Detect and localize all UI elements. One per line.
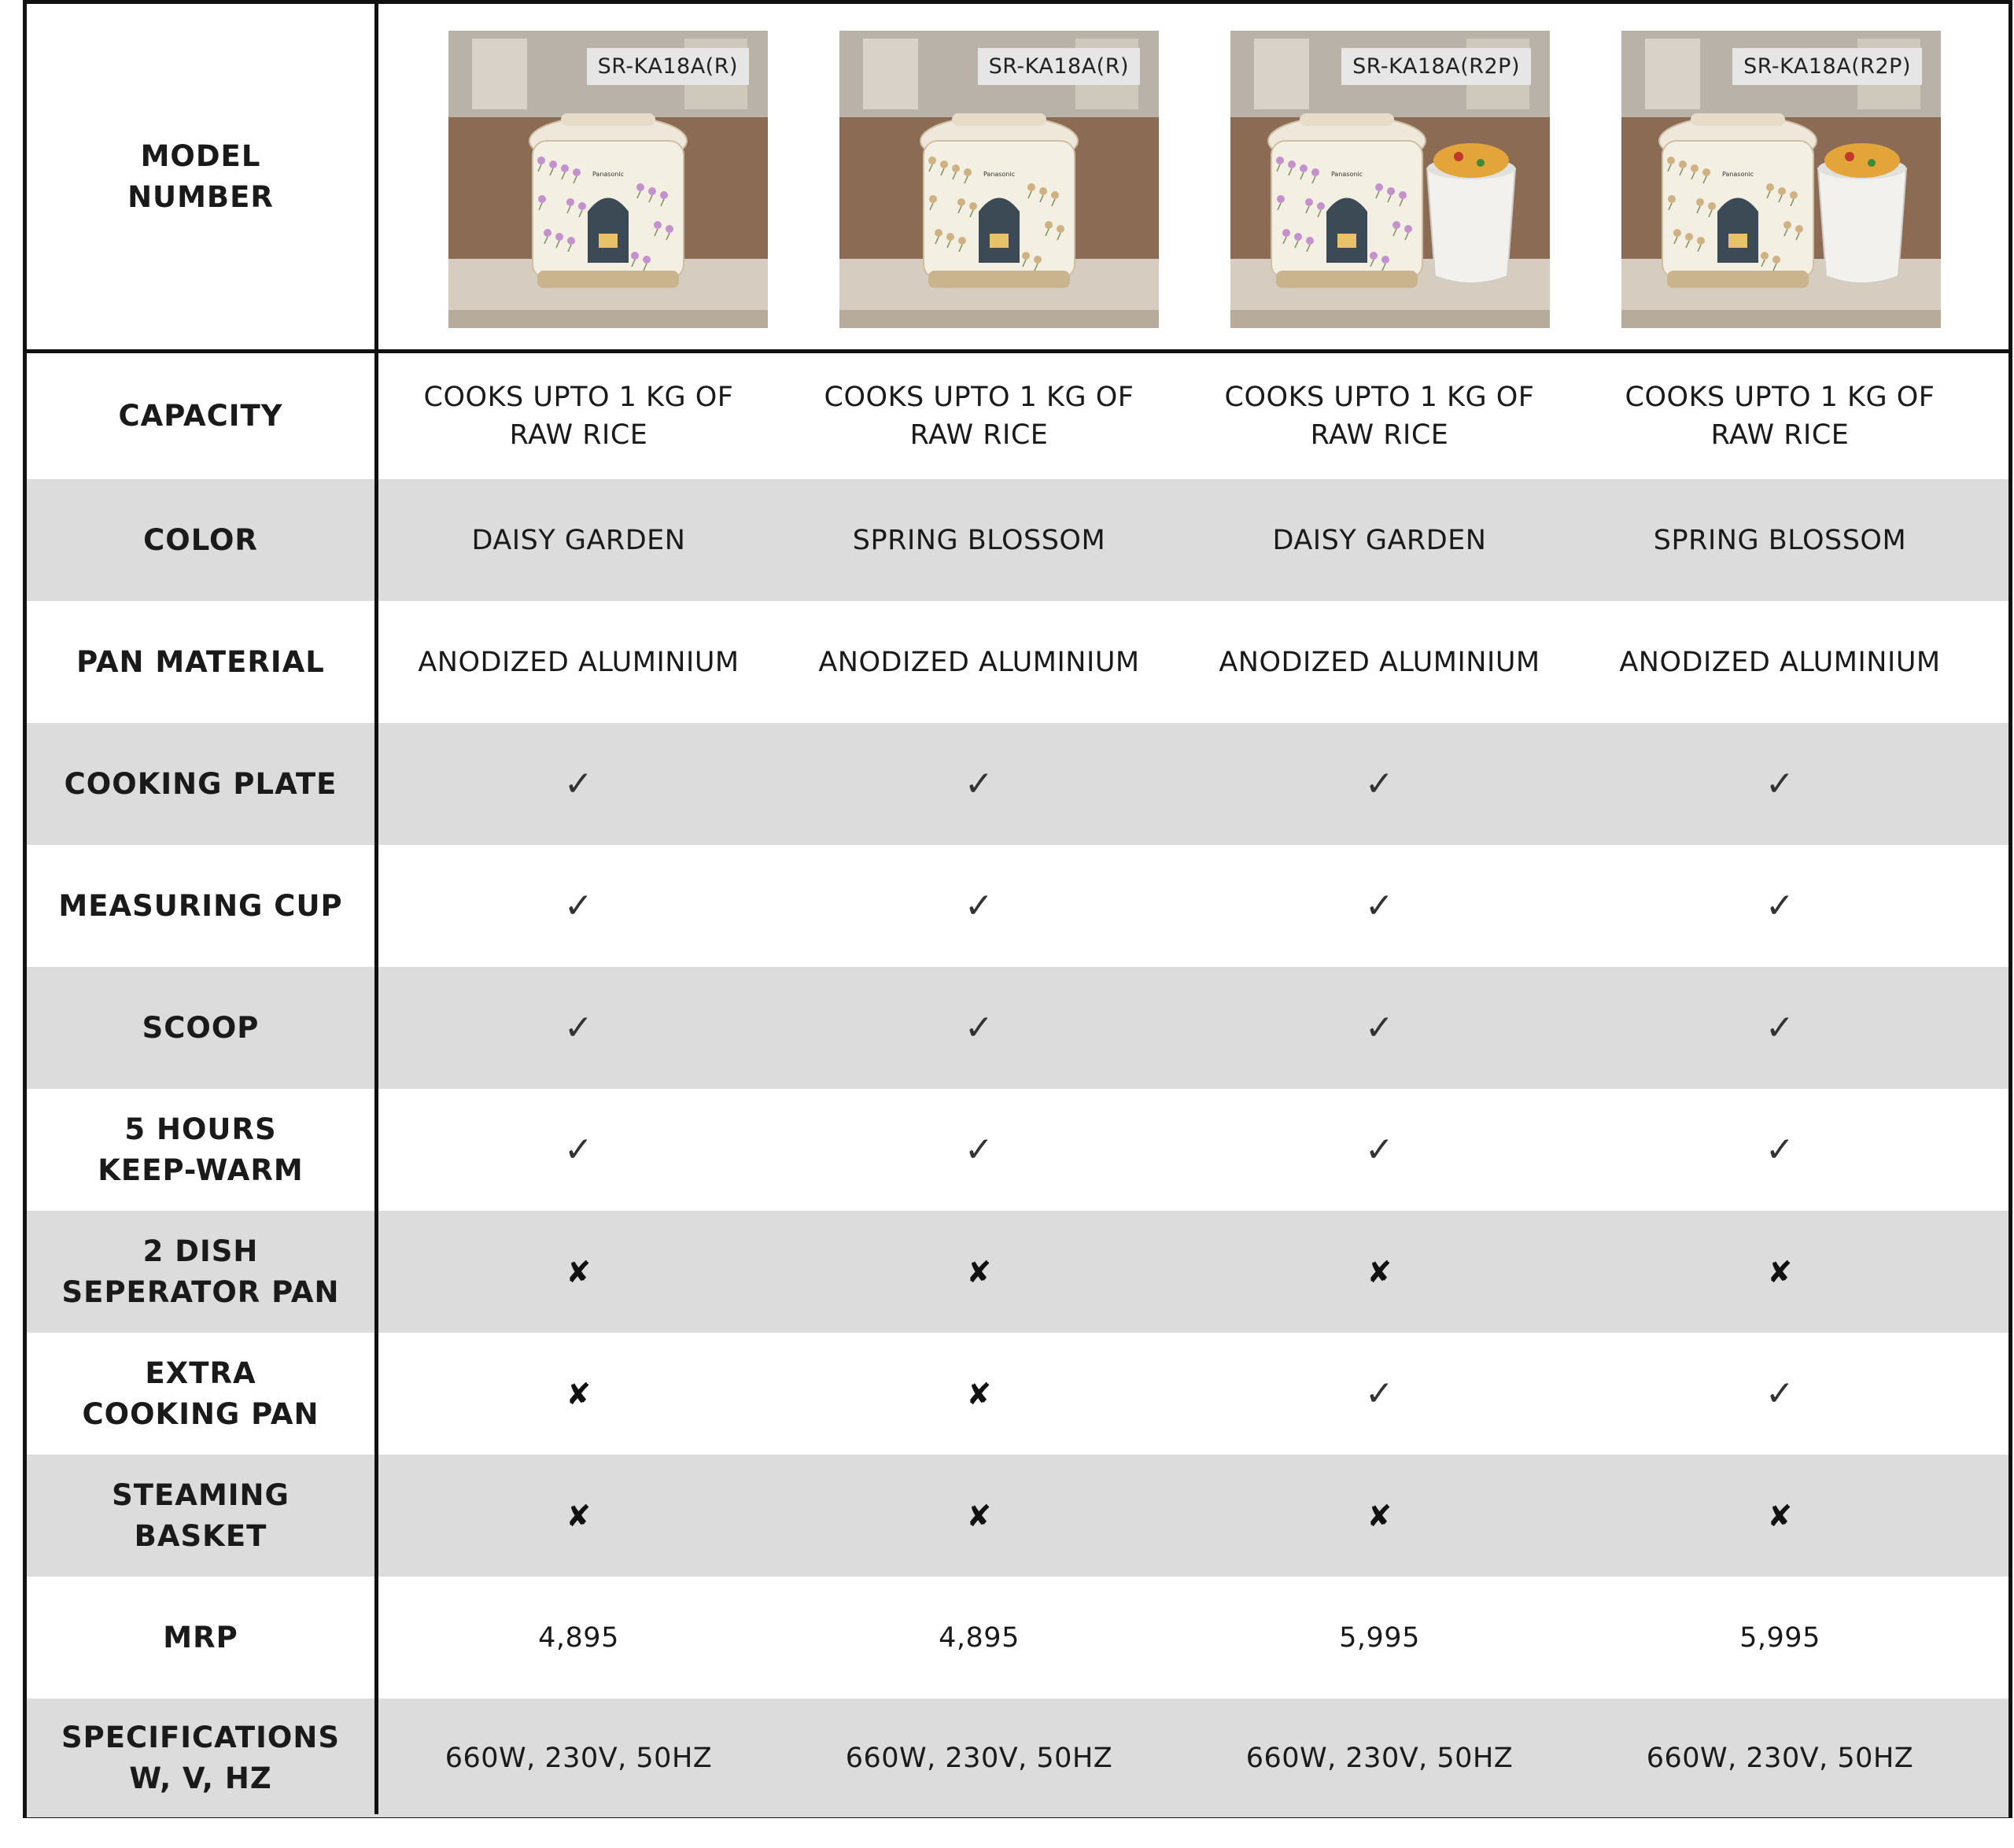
model-tag-2: SR-KA18A(R)	[978, 48, 1140, 85]
svg-text:Panasonic: Panasonic	[1721, 171, 1754, 178]
svg-text:Panasonic: Panasonic	[592, 171, 625, 178]
spec-value: COOKS UPTO 1 KG OF RAW RICE	[1625, 382, 1935, 451]
check-icon: ✓	[1364, 1007, 1395, 1048]
spec-label: SCOOP	[142, 1010, 260, 1045]
spec-label: PAN MATERIAL	[76, 644, 325, 679]
check-icon: ✓	[1765, 1129, 1795, 1170]
model-number-label: MODEL NUMBER	[127, 138, 274, 214]
cross-icon: ✘	[966, 1498, 992, 1533]
check-icon: ✓	[964, 1007, 994, 1048]
spec-value: 660W, 230V, 50HZ	[444, 1742, 713, 1774]
spec-row	[27, 1455, 2008, 1577]
spec-row	[27, 1089, 2008, 1211]
check-icon: ✓	[1765, 885, 1795, 926]
spec-label: SPECIFICATIONS W, V, HZ	[61, 1720, 340, 1795]
spec-row	[27, 1211, 2008, 1333]
spec-value: ANODIZED ALUMINIUM	[418, 646, 740, 678]
spec-label: 2 DISH SEPERATOR PAN	[61, 1234, 340, 1309]
spec-label: COOKING PLATE	[64, 766, 338, 801]
check-icon: ✓	[1364, 1373, 1395, 1414]
check-icon: ✓	[1364, 885, 1395, 926]
model-tag-3: SR-KA18A(R2P)	[1341, 48, 1531, 85]
cross-icon: ✘	[566, 1376, 592, 1411]
model-number-row	[27, 4, 2008, 353]
model-tag-4: SR-KA18A(R2P)	[1732, 48, 1922, 85]
spec-value: COOKS UPTO 1 KG OF RAW RICE	[423, 382, 734, 451]
check-icon: ✓	[563, 1007, 594, 1048]
cross-icon: ✘	[1767, 1498, 1793, 1533]
spec-value: 660W, 230V, 50HZ	[1646, 1742, 1914, 1774]
check-icon: ✓	[1765, 1373, 1795, 1414]
spec-row	[27, 967, 2008, 1089]
product-image-1	[448, 31, 768, 328]
spec-value: 660W, 230V, 50HZ	[1245, 1742, 1514, 1774]
spec-value: DAISY GARDEN	[471, 524, 686, 556]
check-icon: ✓	[964, 1129, 994, 1170]
cross-icon: ✘	[1367, 1498, 1392, 1533]
check-icon: ✓	[1765, 1007, 1795, 1048]
check-icon: ✓	[563, 763, 594, 804]
cross-icon: ✘	[566, 1498, 592, 1533]
product-image-4	[1621, 31, 1941, 328]
svg-text:Panasonic: Panasonic	[983, 171, 1016, 178]
spec-value: ANODIZED ALUMINIUM	[818, 646, 1140, 678]
spec-value: ANODIZED ALUMINIUM	[1619, 646, 1941, 678]
cross-icon: ✘	[966, 1254, 992, 1289]
spec-value: COOKS UPTO 1 KG OF RAW RICE	[1224, 382, 1535, 451]
spec-label: COLOR	[143, 522, 258, 557]
cross-icon: ✘	[966, 1376, 992, 1411]
product-image-3	[1230, 31, 1550, 328]
spec-label: 5 HOURS KEEP-WARM	[98, 1112, 304, 1187]
model-tag-1: SR-KA18A(R)	[587, 48, 749, 85]
cross-icon: ✘	[1767, 1254, 1793, 1289]
check-icon: ✓	[964, 763, 994, 804]
spec-value: 4,895	[538, 1621, 619, 1654]
cross-icon: ✘	[566, 1254, 592, 1289]
check-icon: ✓	[964, 885, 994, 926]
check-icon: ✓	[1364, 1129, 1395, 1170]
spec-value: 4,895	[939, 1621, 1020, 1654]
spec-value: SPRING BLOSSOM	[852, 524, 1106, 556]
check-icon: ✓	[563, 885, 594, 926]
spec-value: ANODIZED ALUMINIUM	[1219, 646, 1540, 678]
spec-row	[27, 601, 2008, 723]
spec-row	[27, 479, 2008, 601]
spec-row	[27, 845, 2008, 967]
spec-value: 5,995	[1339, 1621, 1420, 1654]
spec-row	[27, 353, 2008, 479]
spec-value: DAISY GARDEN	[1272, 524, 1487, 556]
spec-value: 660W, 230V, 50HZ	[845, 1742, 1113, 1774]
comparison-table	[23, 0, 2012, 1818]
product-image-2	[839, 31, 1159, 328]
spec-row	[27, 1577, 2008, 1699]
spec-label: MRP	[163, 1620, 238, 1654]
spec-label: MEASURING CUP	[58, 888, 343, 923]
spec-value: 5,995	[1739, 1621, 1820, 1654]
spec-value: COOKS UPTO 1 KG OF RAW RICE	[824, 382, 1134, 451]
spec-row	[27, 1699, 2008, 1817]
spec-row	[27, 1333, 2008, 1455]
spec-label: STEAMING BASKET	[112, 1477, 290, 1553]
check-icon: ✓	[1765, 763, 1795, 804]
svg-text:Panasonic: Panasonic	[1330, 171, 1363, 178]
cross-icon: ✘	[1367, 1254, 1392, 1289]
spec-label: EXTRA COOKING PAN	[82, 1356, 319, 1431]
spec-label: CAPACITY	[118, 399, 283, 433]
check-icon: ✓	[563, 1129, 594, 1170]
spec-row	[27, 723, 2008, 845]
check-icon: ✓	[1364, 763, 1395, 804]
spec-value: SPRING BLOSSOM	[1653, 524, 1907, 556]
